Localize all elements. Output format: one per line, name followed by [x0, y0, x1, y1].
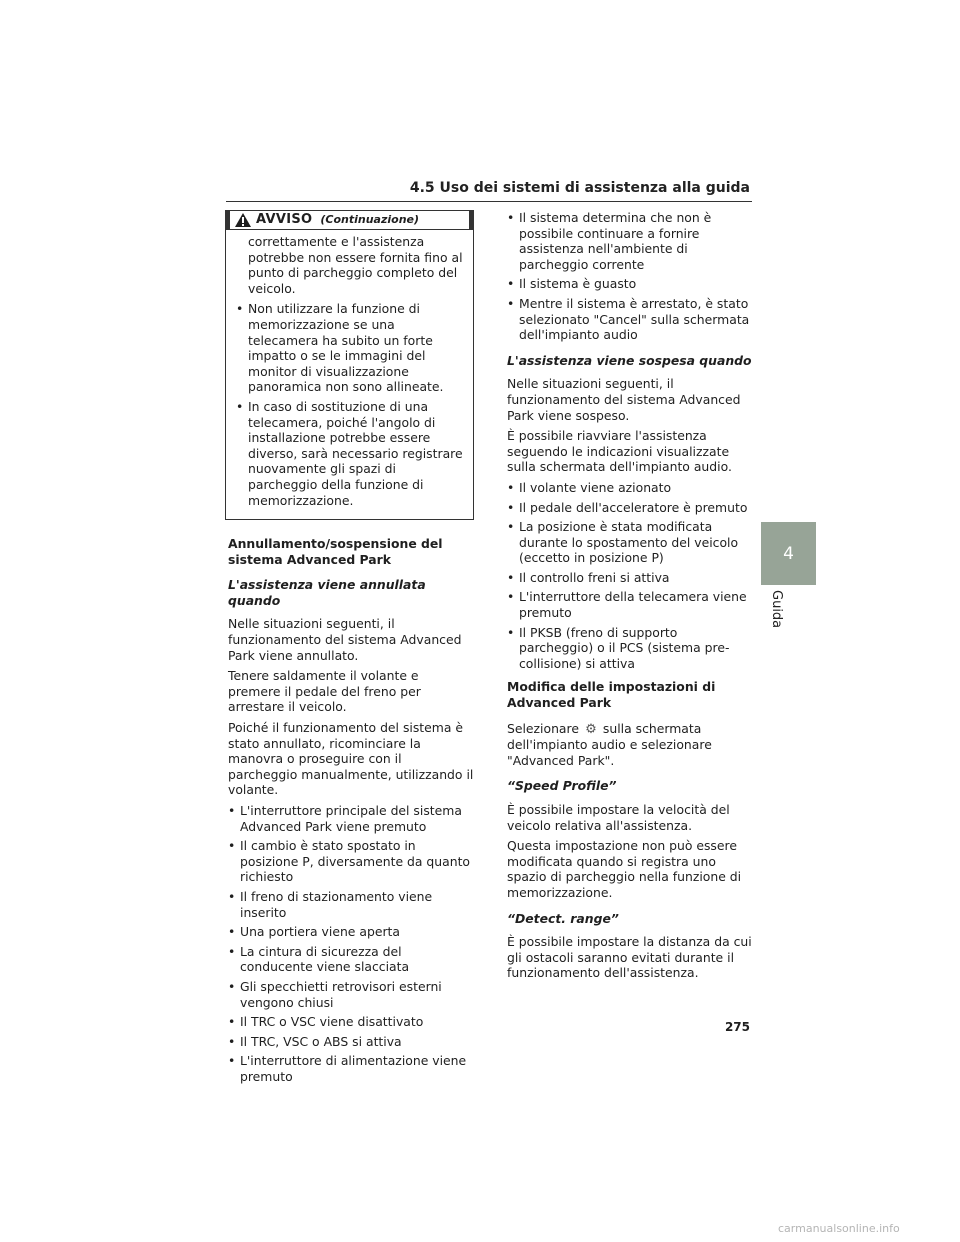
chapter-tab [761, 522, 816, 585]
warning-title: AVVISO [256, 212, 313, 228]
gear-icon: ⚙ [585, 721, 597, 737]
list-item: • L'interruttore di alimentazione viene premuto [228, 1053, 474, 1084]
list-item: • Il controllo freni si attiva [507, 570, 753, 586]
list-item: • L'interruttore della telecamera viene premuto [507, 589, 753, 620]
paragraph: Poiché il funzionamento del sistema è stato annullato, ricominciare la manovra o proseguire con il parcheggio manualmente, utilizzando il volante. [228, 720, 474, 798]
settings-instruction-post: sulla schermata dell'impianto audio e selezionare "Advanced Park". [507, 720, 712, 768]
list-item: • La posizione è stata modificata durante lo spostamento del veicolo (eccetto in posizione P) [507, 519, 753, 566]
list-item: • Non utilizzare la funzione di memorizzazione se una telecamera ha subito un forte impatto o se le immagini del monitor di visualizzazione panoramica non sono allineate. [236, 301, 467, 395]
warning-list [236, 301, 467, 508]
left-column [228, 210, 474, 1090]
cancel-conditions-list-continued [507, 210, 753, 343]
list-item: • L'interruttore principale del sistema Advanced Park viene premuto [228, 803, 474, 834]
settings-instruction [507, 721, 753, 769]
paragraph: Tenere saldamente il volante e premere il pedale del freno per arrestare il veicolo. [228, 668, 421, 715]
list-item: • Mentre il sistema è arrestato, è stato selezionato "Cancel" sulla schermata dell'impianto audio [507, 296, 753, 343]
section-heading-cancel: Annullamento/sospensione del sistema Advanced Park [228, 536, 443, 567]
section-heading-settings: Modifica delle impostazioni di Advanced Park [507, 679, 716, 711]
page-header: 4.5 Uso dei sistemi di assistenza alla guida [409, 180, 750, 196]
list-item: • Il TRC o VSC viene disattivato [228, 1014, 474, 1030]
subheading-speed-profile: “Speed Profile” [507, 778, 617, 794]
warning-intro: correttamente e l'assistenza potrebbe non essere fornita fino al punto di parcheggio completo del veicolo. [248, 234, 463, 296]
list-item: • Il cambio è stato spostato in posizione P, diversamente da quanto richiesto [228, 838, 474, 885]
header-rule [226, 201, 752, 202]
list-item: • Il sistema determina che non è possibile continuare a fornire assistenza nell'ambiente di parcheggio corrente [507, 210, 753, 272]
warning-continuation: (Continuazione) [320, 213, 420, 227]
warning-box [225, 210, 474, 520]
subheading-cancelled: L'assistenza viene annullata quando [228, 577, 426, 608]
list-item: • Il pedale dell'acceleratore è premuto [507, 500, 753, 516]
list-item: • Il PKSB (freno di supporto parcheggio) o il PCS (sistema pre-collisione) si attiva [507, 625, 753, 672]
paragraph: Nelle situazioni seguenti, il funzionamento del sistema Advanced Park viene annullato. [228, 616, 462, 663]
paragraph: È possibile riavviare l'assistenza seguendo le indicazioni visualizzate sulla schermata dell'impianto audio. [507, 428, 732, 475]
subheading-suspended: L'assistenza viene sospesa quando [507, 352, 752, 368]
page-number: 275 [724, 1020, 750, 1034]
list-item: • Il TRC, VSC o ABS si attiva [228, 1034, 474, 1050]
warning-title-bar [226, 210, 473, 230]
list-item: • Il freno di stazionamento viene inserito [228, 889, 474, 920]
chapter-label: Guida [769, 590, 784, 629]
right-column [507, 210, 753, 986]
list-item: • Il sistema è guasto [507, 276, 753, 292]
paragraph: È possibile impostare la distanza da cui gli ostacoli saranno evitati durante il funzionamento dell'assistenza. [507, 934, 752, 981]
cancel-conditions-list [228, 803, 474, 1085]
paragraph: Questa impostazione non può essere modificata quando si registra uno spazio di parcheggio nella funzione di memorizzazione. [507, 838, 742, 900]
subheading-detect-range: “Detect. range” [507, 910, 619, 926]
settings-instruction-pre: Selezionare [507, 720, 579, 736]
paragraph: Nelle situazioni seguenti, il funzionamento del sistema Advanced Park viene sospeso. [507, 376, 741, 423]
list-item: • Gli specchietti retrovisori esterni vengono chiusi [228, 979, 474, 1010]
suspend-conditions-list [507, 480, 753, 672]
list-item: • Il volante viene azionato [507, 480, 753, 496]
paragraph: È possibile impostare la velocità del veicolo relativa all'assistenza. [507, 802, 730, 833]
warning-triangle-icon [234, 212, 252, 228]
list-item: • Una portiera viene aperta [228, 924, 474, 940]
watermark: carmanualsonline.info [778, 1222, 900, 1235]
list-item: • La cintura di sicurezza del conducente viene slacciata [228, 944, 474, 975]
chapter-number: 4 [783, 543, 794, 564]
list-item: • In caso di sostituzione di una telecamera, poiché l'angolo di installazione potrebbe essere diverso, sarà necessario registrare nuovamente gli spazi di parcheggio della funzione di memorizzazione. [236, 399, 467, 508]
